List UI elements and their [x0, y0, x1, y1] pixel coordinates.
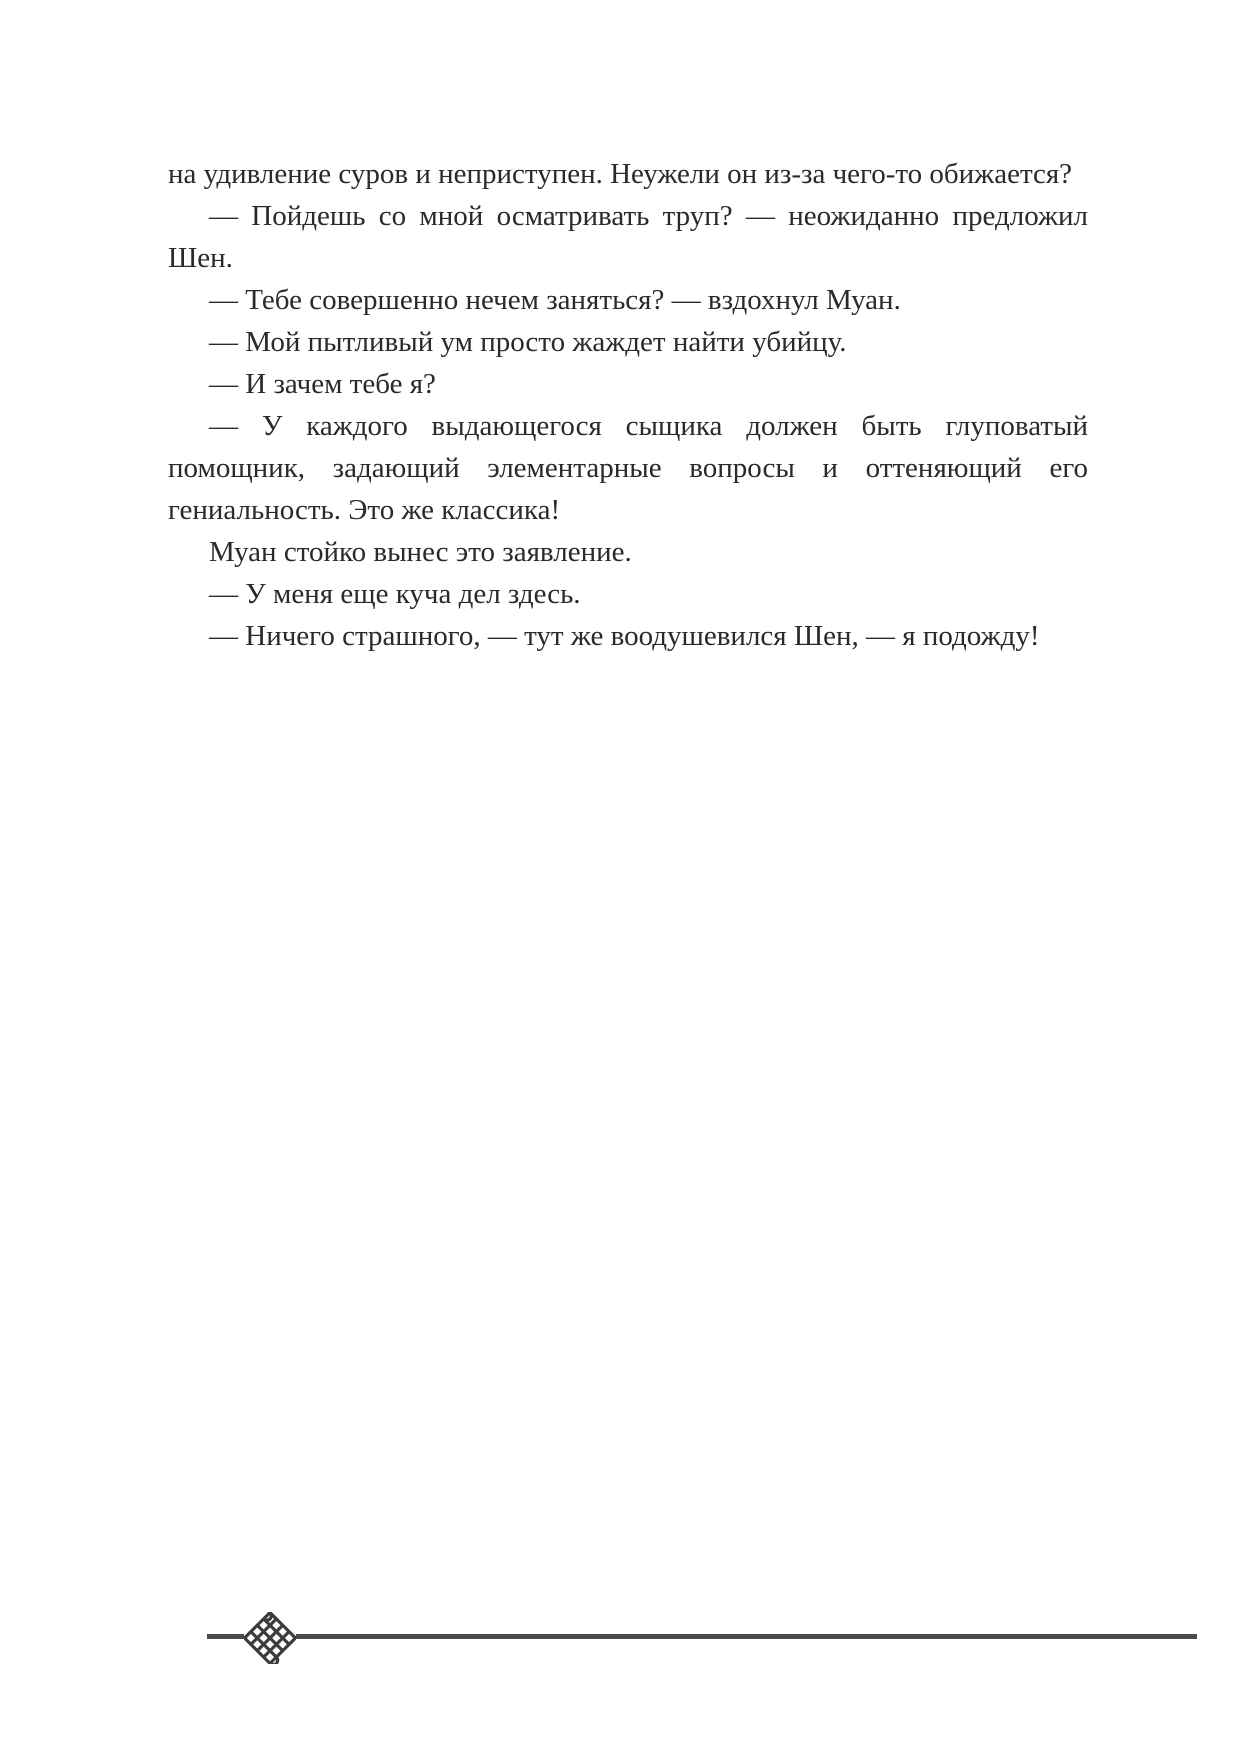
endless-knot-icon	[244, 1612, 296, 1664]
paragraph: Муан стойко вынес это заявление.	[209, 536, 632, 568]
paragraph: — Ничего страшного, — тут же воодушевился Шен, — я подожду!	[209, 620, 1040, 652]
paragraph: — Пойдешь со мной осматривать труп? — неожиданно предложил Шен.	[168, 200, 1088, 274]
body-text	[168, 153, 1088, 657]
paragraph: — У меня еще куча дел здесь.	[209, 578, 581, 610]
footer-rule	[207, 1634, 1197, 1639]
paragraph: — У каждого выдающегося сыщика должен быть глуповатый помощник, задающий элементарные вопросы и оттеняющий его гениальность. Это же классика!	[168, 410, 1088, 526]
paragraph: — Тебе совершенно нечем заняться? — вздохнул Муан.	[209, 284, 901, 316]
paragraph: — Мой пытливый ум просто жаждет найти убийцу.	[209, 326, 847, 358]
paragraph: — И зачем тебе я?	[209, 368, 436, 400]
paragraph: на удивление суров и неприступен. Неужели он из-за чего-то обижается?	[168, 158, 1073, 190]
